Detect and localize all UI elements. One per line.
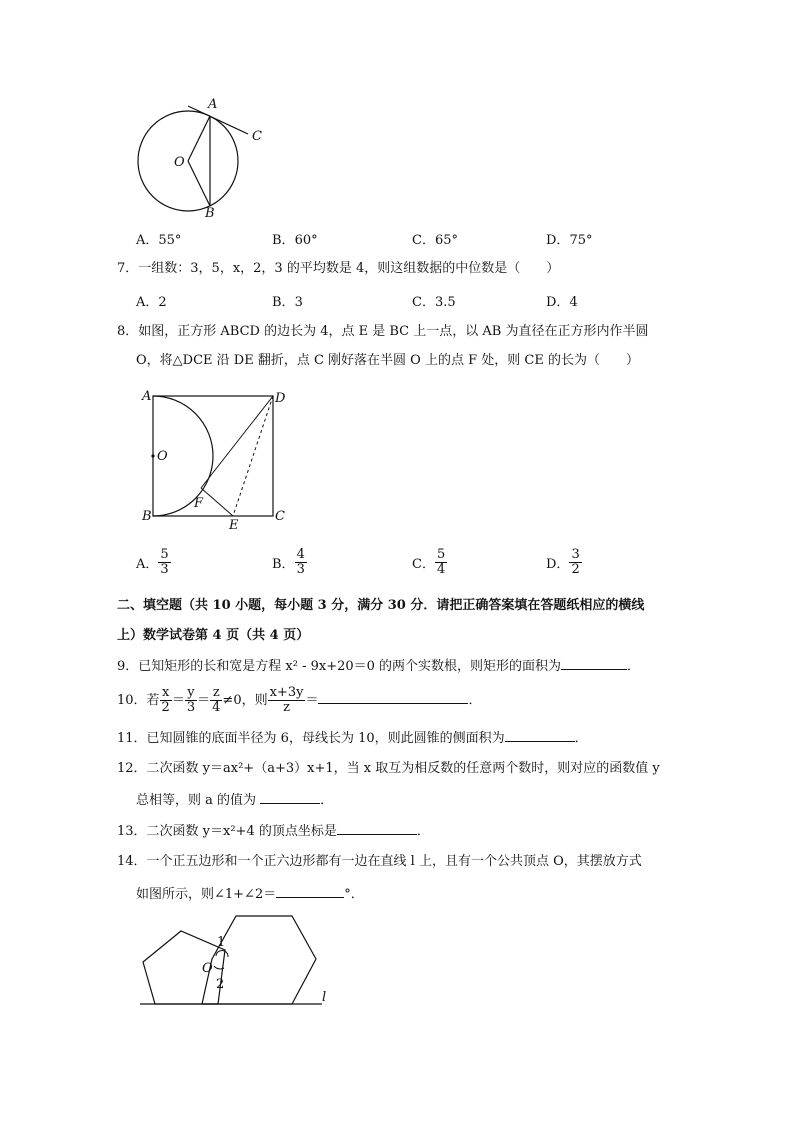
q8-option-b-num: 4 [296,547,305,562]
q10-eq3: ＝ [305,693,319,708]
q8-label-c: C [275,509,285,524]
q10-fraction-z-num: z [210,686,222,701]
q10-question [117,684,481,718]
q7-option-b-letter: B． [272,295,295,310]
q6-option-d-text: 75° [569,233,593,248]
q8-question-line1: 8．如图，正方形 ABCD 的边长为 4，点 E 是 BC 上一点，以 AB 为直径在正方形内作半圆 [117,324,649,339]
q7-question: 7．一组数：3，5，x，2，3 的平均数是 4，则这组数据的中位数是（ ） [117,261,560,276]
q8-option-b-letter: B． [272,557,295,572]
q8-label-b: B [142,509,152,524]
q14-pentagon [143,931,225,1004]
q10-fraction-target [268,686,306,715]
q10-eq1: ＝ [171,693,185,708]
q8-option-d [546,548,582,577]
q8-option-d-letter: D． [546,557,570,572]
q14-end: °． [344,887,364,902]
q7-option-c-letter: C． [412,295,435,310]
q6-option-a [136,229,181,248]
q13-end: ． [416,824,430,839]
q6-label-o: O [174,155,185,170]
q6-option-b-letter: B． [272,233,295,248]
q8-option-a-num: 5 [160,547,169,562]
q6-option-c-text: 65° [434,233,458,248]
q8-label-f: F [194,496,204,511]
q6-option-d [546,229,592,248]
q6-label-c: C [252,129,262,144]
q8-option-a-fraction [158,548,170,577]
q14-question-line2 [136,884,364,904]
q6-option-b-text: 60° [294,233,318,248]
q13-answer-blank[interactable] [337,821,417,835]
q6-option-b [272,229,318,248]
q8-option-b-fraction [295,548,307,577]
q8-option-a-letter: A． [136,557,159,572]
q10-fraction-x-num: x [160,686,172,701]
q6-option-c [412,229,458,248]
q12-line2-text: 总相等，则 a 的值为 [136,793,257,808]
q10-prefix: 10．若 [117,693,160,708]
q8-option-d-fraction [569,548,581,577]
q8-label-a: A [142,389,152,404]
q6-tangent-line [188,106,248,134]
q7-option-c [412,291,456,310]
q14-label-l: l [322,990,327,1005]
q8-option-c-fraction [435,548,447,577]
q10-fraction-x [160,686,172,715]
q7-option-a [136,291,167,310]
q8-option-a-den: 3 [160,562,169,577]
q14-line2-text: 如图所示，则∠1+∠2＝ [136,887,277,902]
q9-text: 9．已知矩形的长和宽是方程 x² - 9x+20＝0 的两个实数根，则矩形的面积为 [117,659,562,674]
q8-option-c-num: 5 [436,547,446,562]
q14-answer-blank[interactable] [276,884,344,898]
q9-question [117,656,640,676]
q8-segment-fe [201,488,233,516]
q8-option-c-letter: C． [412,557,435,572]
q12-question-line1: 12．二次函数 y＝ax²+（a+3）x+1，当 x 取互为相反数的任意两个数时，则对应的函数值 y [117,761,660,776]
q6-label-a: A [208,97,218,112]
q10-end: ． [468,693,482,708]
q6-label-b: B [205,206,215,221]
q7-option-d-text: 4 [569,295,578,310]
q7-option-b-text: 3 [294,295,303,310]
q11-question [117,728,588,748]
q14-question-line1: 14．一个正五边形和一个正六边形都有一边在直线 l 上，且有一个公共顶点 O，其摆放方式 [117,854,642,869]
q6-option-a-text: 55° [158,233,182,248]
q8-label-d: D [275,391,286,406]
section2-heading-line1: 二、填空题（共 10 小题，每小题 3 分，满分 30 分．请把正确答案填在答题纸相应的横线 [117,598,645,613]
q10-mid: ≠0，则 [222,693,268,708]
q10-answer-blank[interactable] [318,690,468,704]
q10-fraction-z [210,686,222,715]
q6-segment-oa [188,116,210,161]
q14-angle-1-arc [216,950,228,957]
q7-option-a-letter: A． [136,295,159,310]
q6-segment-ob [188,161,210,206]
q8-option-a [136,548,171,577]
q8-option-d-num: 3 [571,547,580,562]
q10-fraction-y [185,686,197,715]
q7-option-a-text: 2 [158,295,167,310]
q9-answer-blank[interactable] [561,656,627,670]
q7-option-d [546,291,578,310]
q8-option-c [412,548,447,577]
q6-figure [128,92,278,222]
q11-answer-blank[interactable] [505,728,575,742]
q14-label-1: 1 [217,935,226,950]
q9-end: ． [627,659,641,674]
q7-option-c-text: 3.5 [434,295,456,310]
q8-point-o [151,454,154,457]
q7-option-d-letter: D． [546,295,570,310]
q11-text: 11．已知圆锥的底面半径为 6，母线长为 10，则此圆锥的侧面积为 [117,731,505,746]
q10-fraction-y-num: y [185,686,197,701]
q7-option-b [272,291,303,310]
q8-figure [138,386,298,532]
q10-fraction-target-den: z [283,700,290,715]
q8-option-d-den: 2 [571,562,580,577]
q10-fraction-z-den: 4 [212,700,221,715]
q8-label-o: O [157,449,168,464]
q8-option-b-den: 3 [296,562,305,577]
q6-option-d-letter: D． [546,233,570,248]
q11-end: ． [574,731,588,746]
q8-option-c-den: 4 [436,562,446,577]
section2-heading-line2: 上）数学试卷第 4 页（共 4 页） [117,628,310,643]
q10-fraction-target-num: x+3y [269,685,304,700]
q14-label-2: 2 [216,977,225,992]
q10-eq2: ＝ [197,693,211,708]
q8-question-line2: O，将△DCE 沿 DE 翻折，点 C 刚好落在半圆 O 上的点 F 处，则 CE 的长为（ ） [136,353,639,368]
q14-figure [132,910,347,1010]
q8-label-e: E [229,518,239,532]
q12-end: ． [320,793,334,808]
q6-option-c-letter: C． [412,233,435,248]
q13-text: 13．二次函数 y＝x²+4 的顶点坐标是 [117,824,337,839]
q10-fraction-x-den: 2 [161,700,170,715]
q12-question-line2 [136,790,333,810]
q8-segment-de [233,396,273,516]
q6-option-a-letter: A． [136,233,159,248]
q12-answer-blank[interactable] [260,790,320,804]
q10-fraction-y-den: 3 [186,700,196,715]
q14-label-o: O [202,961,213,976]
q8-option-b [272,548,307,577]
q13-question [117,821,430,841]
